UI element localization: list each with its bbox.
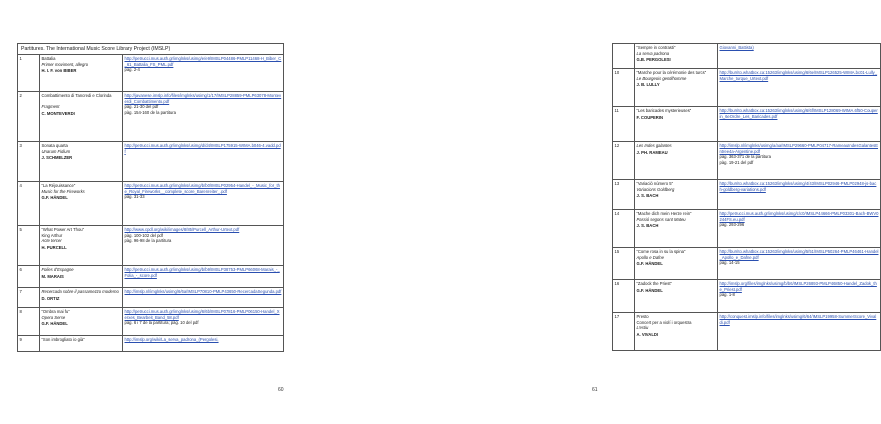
work-title-line: Variacions Goldberg (636, 186, 675, 192)
page-reference-note: pàg. 14-15 (719, 260, 740, 266)
work-description (635, 142, 718, 180)
work-description (40, 182, 123, 226)
composer-name: J. S. BACH (636, 223, 659, 229)
work-description (635, 313, 718, 351)
score-link-cell (718, 142, 881, 180)
work-description (40, 288, 123, 308)
score-link[interactable]: http://imslp.nl/imglnks/usimg/a/aa/IMSLP29660-PMLP04717-RameauIndesGalantesEntree4a-Argentine.pdf (719, 143, 879, 154)
row-number: 8 (18, 308, 40, 336)
work-title-line: Les Indes galantes (636, 143, 672, 148)
work-title-line: King Arthur (41, 232, 63, 238)
page-number-left: 60 (278, 387, 284, 393)
work-description (635, 180, 718, 210)
page-reference-note: pàg. 2-4 (124, 67, 140, 73)
table-row (18, 226, 284, 266)
table-row (613, 248, 881, 280)
work-title-line: Fragment (41, 104, 60, 110)
score-link-cell (718, 313, 881, 351)
composer-name: H. I. F. von BIBER (41, 68, 77, 74)
work-title-line: La serva padrona (636, 50, 670, 56)
composer-name: J. S. BACH (636, 193, 659, 199)
composer-name: G.F. HÄNDEL (41, 321, 68, 327)
work-description (635, 248, 718, 280)
score-link-cell (718, 107, 881, 142)
work-title-line: Le Bourgeois gentilhomme (636, 75, 687, 81)
work-title-line: Presto (636, 314, 649, 319)
row-number: 3 (18, 142, 40, 182)
score-link[interactable]: http://imslp.org/wiki/La_serva_padrona_(Pergolesi, (124, 337, 219, 342)
composer-name: C. MONTEVERDI (41, 110, 75, 116)
table-row (613, 180, 881, 210)
score-link-cell (123, 288, 284, 308)
score-link-cell (718, 44, 881, 69)
composer-name: H. PURCELL (41, 244, 67, 250)
composer-name: F. COUPERIN (636, 114, 664, 120)
score-link[interactable]: http://petrucci.mus.auth.gr/imglnks/usimg/c/c0/IMSLP44666-PMLP03301-Bach-BWV0244FS.eu.pdf (719, 211, 879, 222)
row-number (613, 44, 635, 69)
work-title-line: Combattimento di Tancredi e Clorinda (41, 93, 112, 98)
score-link[interactable]: http://www.cpdl.org/wiki/images/8/85/Purcell_Arthur-Urtext.pdf (124, 227, 240, 232)
work-description (40, 142, 123, 182)
work-title-line: Folies d’Espagne (41, 267, 74, 272)
table-row (18, 182, 284, 226)
work-description (40, 266, 123, 288)
work-title-line: “Variació número 5” (636, 181, 673, 186)
row-number: 5 (18, 226, 40, 266)
score-link[interactable]: http://petrucci.mus.auth.gr/imglnks/usimg/6/6b/IMSLP07816-PMLP06150-Handel_Xerxes_Bearbeit_Band_58.pdf (124, 309, 280, 320)
row-number: 10 (613, 69, 635, 107)
score-link-cell (123, 266, 284, 288)
row-number: 15 (613, 248, 635, 280)
score-link-cell (718, 210, 881, 248)
work-description (635, 44, 718, 69)
score-link[interactable]: http://burrito.whatbox.ca:15263/imglnks/usimg/5/51/IMSLP50264-PMLP46461-Handel_Apollo_e_Dafne.pdf (719, 249, 879, 260)
work-title-line: Music for the Fireworks (41, 188, 85, 194)
work-description (635, 69, 718, 107)
work-title-line: L’estiu (636, 325, 649, 331)
score-link[interactable]: http://petrucci.mus.auth.gr/imglnks/usimg/b/b0/IMSLP02954-Handel_-_Music_for_the_Royal_Fireworks__complete_score_Barenreiter_.pdf (124, 183, 280, 194)
table-row (613, 313, 881, 351)
row-number: 11 (613, 107, 635, 142)
work-title-line: Acte tercer (41, 238, 62, 244)
composer-name: D. ORTIZ (41, 295, 60, 301)
work-title-line: Concert per a violí i orquestra (636, 319, 692, 325)
table-row (613, 210, 881, 248)
work-title-line: Unarum Fidium (41, 148, 71, 154)
work-title-line: Opera Serse (41, 314, 66, 320)
row-number: 7 (18, 288, 40, 308)
work-title-line: “Mache dich mein Herze rein” (636, 211, 692, 216)
table-row (18, 55, 284, 92)
composer-name: J. PH. RAMEAU (636, 149, 668, 155)
work-title-line: “What Power Art Thou” (41, 227, 85, 232)
table-title: Partitures. The International Music Score Library Project (IMSLP) (18, 44, 284, 55)
work-description (40, 308, 123, 336)
left-score-table (17, 43, 284, 352)
score-link-cell (123, 226, 284, 266)
score-link[interactable]: http://burrito.whatbox.ca:15263/imglnks/usimg/6/6f/IMSLP128069-WIMA.6f50-Couperin_6eOrdre_Les_Baricades.pdf (719, 108, 878, 119)
score-link[interactable]: http://petrucci.mus.auth.gr/imglnks/usimg/d/d4/IMSLP175915-WIMA.b046-4.vadd.pdf (124, 143, 281, 154)
work-title-line: Passió segons sant Mateu (636, 216, 686, 222)
work-title-line: “Sempre in contrasti” (636, 45, 676, 50)
work-title-line: Recercada sobre il passamezzo moderno (41, 289, 119, 294)
table-row (18, 336, 284, 352)
score-link[interactable]: http://imslp.org/files/imglnks/usimg/b/b6/IMSLP26893-PMLP46850-Handel_Zadok_the_Priest.pdf (719, 281, 877, 292)
score-link-cell (718, 69, 881, 107)
row-number: 17 (613, 313, 635, 351)
work-description (635, 210, 718, 248)
work-description (40, 55, 123, 92)
score-link-cell (123, 92, 284, 142)
row-number: 16 (613, 280, 635, 313)
score-link[interactable]: http://petrucci.mus.auth.gr/imglnks/usimg/b/b9/IMSLP38753-PMLP66068-Marais_-_Folia_-_score.pdf (124, 267, 280, 278)
score-link[interactable]: Giovanni_Battista) (719, 45, 754, 50)
page-reference-note: pàg. 96-98 de la partitura (124, 238, 172, 244)
work-title-line: “Son imbrogliato io già” (41, 337, 85, 342)
table-row (18, 308, 284, 336)
score-link-cell (718, 280, 881, 313)
work-title-line: “Marche pour la cérémonie des turcs” (636, 70, 707, 75)
composer-name: G.F. HÄNDEL (41, 195, 68, 201)
work-title-line: “Les baricades mysterieuses” (636, 108, 692, 113)
score-link-cell (123, 336, 284, 352)
score-link-cell (123, 182, 284, 226)
work-title-line: “Ombra mai fu” (41, 309, 70, 314)
work-title-line: Sonata quarta (41, 143, 68, 148)
right-page (300, 0, 879, 424)
table-row (613, 69, 881, 107)
page-reference-note: pàg. 1-8 (719, 292, 735, 298)
row-number: 2 (18, 92, 40, 142)
table-row (613, 44, 881, 69)
composer-name: G.B. PERGOLESI (636, 57, 671, 63)
composer-name: J. SCHMELZER (41, 155, 73, 161)
composer-name: A. VIVALDI (636, 331, 659, 337)
page-number-right: 61 (592, 387, 598, 393)
work-title-line: “Come rosa in su la spina” (636, 249, 686, 254)
page-reference-note: pàg. 363-371 de la partitura (719, 154, 771, 160)
work-description (40, 336, 123, 352)
composer-name: M. MARAIS (41, 273, 64, 279)
right-score-table (612, 43, 881, 351)
table-row (613, 142, 881, 180)
score-link-cell (123, 55, 284, 92)
row-number: 12 (613, 142, 635, 180)
score-link[interactable]: http://conquest.imslp.info/files/imglnks/usimg/6/64/IMSLP19958-SummerScore_Vivaldi.pdf (719, 314, 877, 325)
table-row (18, 92, 284, 142)
table-row (18, 142, 284, 182)
table-row (613, 107, 881, 142)
work-title-line: “Zadock the Priest” (636, 281, 672, 286)
page-reference-note: pàg. 100-102 del pdf (124, 232, 163, 238)
work-description (635, 107, 718, 142)
work-description (635, 280, 718, 313)
work-title-line: “La Réjouissance” (41, 183, 76, 188)
composer-name: J. B. LULLY (636, 82, 660, 88)
composer-name: G.F. HÄNDEL (636, 261, 663, 267)
row-number: 14 (613, 210, 635, 248)
score-link[interactable]: http://petrucci.mus.auth.gr/imglnks/usimg/e/e9/IMSLP04486-PMLP11468-H_Biber_C_61_Battalia_FS_PML.pdf (124, 56, 282, 67)
page-reference-note: pàg. 6 i 7 de la partitura; pàg. 10 del pdf (124, 320, 199, 326)
work-title-line: Battalia (41, 56, 56, 61)
work-title-line: Apollo e Dafne (636, 254, 664, 260)
score-link[interactable]: http://burrito.whatbox.ca:15263/imglnks/usimg/4/43/IMSLP02946-PMLP02948-js-bach-goldberg-variations.pdf (719, 181, 877, 192)
score-link[interactable]: http://burrito.whatbox.ca:15263/imglnks/usimg/6/6e/IMSLP126525-WIMA.bc01-Lully_Marche_turque_Urtext.pdf (719, 70, 878, 81)
table-row (18, 288, 284, 308)
left-page (0, 0, 300, 424)
composer-name: G.F. HÄNDEL (636, 287, 663, 293)
table-row (18, 266, 284, 288)
work-title-line: Primer moviment, allegro (41, 61, 89, 67)
score-link[interactable]: http://javanese.imslp.info/files/imglnks/usimg/1/17/IMSLP28859-PMLP63078-Monteverdi_Combattimento.pdf (124, 93, 282, 104)
page-reference-note: pàg. 293-296 (719, 222, 745, 228)
table-header-row (18, 44, 284, 55)
row-number: 1 (18, 55, 40, 92)
page-reference-note: pàg. 19-21 del pdf (719, 159, 754, 165)
row-number: 4 (18, 182, 40, 226)
score-link-cell (123, 142, 284, 182)
row-number: 9 (18, 336, 40, 352)
page-reference-note: pàg. 21-30 del pdf (124, 104, 159, 110)
score-link[interactable]: http://imslp.nl/imglnks/usimg/6/6a/IMSLP70810-PMLP43650-RecercadaSegunda.pdf (124, 289, 282, 294)
row-number: 13 (613, 180, 635, 210)
work-description (40, 92, 123, 142)
table-row (613, 280, 881, 313)
page-reference-note: pàg. 154-160 de la partitura (124, 109, 176, 115)
row-number: 6 (18, 266, 40, 288)
score-link-cell (123, 308, 284, 336)
page-reference-note: pàg. 31-33 (124, 194, 145, 200)
score-link-cell (718, 248, 881, 280)
score-link-cell (718, 180, 881, 210)
work-description (40, 226, 123, 266)
